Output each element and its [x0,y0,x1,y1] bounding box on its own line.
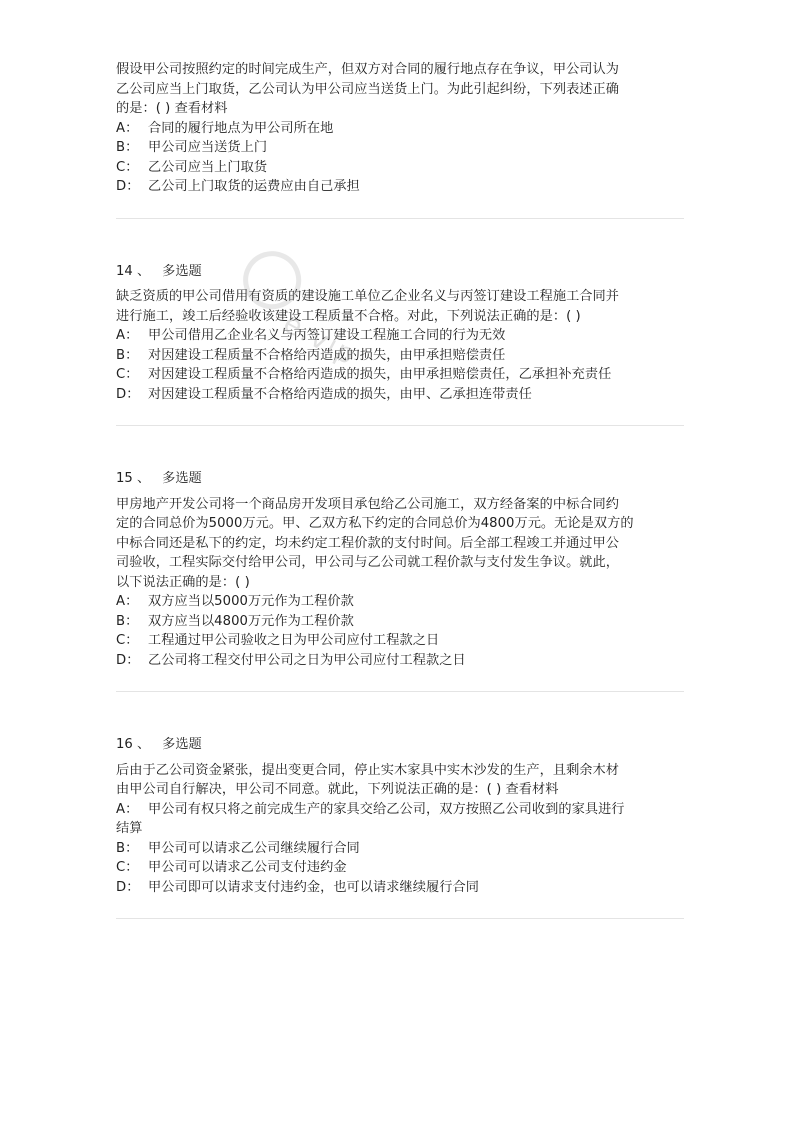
question-text-line: 以下说法正确的是：( ) [116,574,250,590]
question-header [116,735,686,755]
question-text-line: 司验收，工程实际交付给甲公司，甲公司与乙公司就工程价款与支付发生争议。就此， [116,555,620,570]
question-text-line: 的是：( ) 查看材料 [116,101,228,116]
document-page [116,60,686,919]
question-type: 多选题 [162,263,202,279]
divider [116,918,684,919]
option-b[interactable]: B： 甲公司应当送货上门 [116,140,268,155]
question-text-line: 缺乏资质的甲公司借用有资质的建设施工单位乙企业名义与丙签订建设工程施工合同并 [116,289,620,304]
option-b[interactable]: B： 双方应当以4800万元作为工程价款 [116,613,354,629]
question-text-line: 假设甲公司按照约定的时间完成生产，但双方对合同的履行地点存在争议，甲公司认为 [116,62,620,77]
question-type: 多选题 [162,737,202,752]
option-a[interactable]: A： 甲公司借用乙企业名义与丙签订建设工程施工合同的行为无效 [116,328,506,343]
question-16-block [116,735,686,897]
option-b[interactable]: B： 甲公司可以请求乙公司继续履行合同 [116,840,360,856]
question-text-line: 进行施工，竣工后经验收该建设工程质量不合格。对此，下列说法正确的是：( ) [116,308,581,324]
option-c[interactable]: C： 对因建设工程质量不合格给丙造成的损失，由甲承担赔偿责任，乙承担补充责任 [116,367,612,382]
question-14-block [116,262,686,405]
question-text-line: 由甲公司自行解决，甲公司不同意。就此，下列说法正确的是：( ) 查看材料 [116,782,559,797]
question-number: 15 、 [116,471,151,486]
question-type: 多选题 [162,471,202,486]
question-number: 14 、 [116,263,151,279]
option-c[interactable]: C： 甲公司可以请求乙公司支付违约金 [116,860,347,875]
option-d[interactable]: D： 甲公司即可以请求支付违约金，也可以请求继续履行合同 [116,879,479,895]
option-c[interactable]: C： 工程通过甲公司验收之日为甲公司应付工程款之日 [116,633,440,648]
option-c[interactable]: C： 乙公司应当上门取货 [116,159,268,175]
question-header [116,262,686,282]
option-d[interactable]: D： 乙公司上门取货的运费应由自己承担 [116,179,360,194]
question-text-line: 定的合同总价为5000万元。甲、乙双方私下约定的合同总价为4800万元。无论是双方的 [116,516,634,531]
option-d[interactable]: D： 对因建设工程质量不合格给丙造成的损失，由甲、乙承担连带责任 [116,386,532,402]
option-d[interactable]: D： 乙公司将工程交付甲公司之日为甲公司应付工程款之日 [116,652,466,668]
option-a[interactable]: A： 合同的履行地点为甲公司所在地 [116,120,334,136]
question-text-line: 后由于乙公司资金紧张，提出变更合同，停止实木家具中实木沙发的生产，且剩余木材 [116,762,620,778]
question-number: 16 、 [116,737,151,752]
option-a[interactable]: A： 双方应当以5000万元作为工程价款 [116,594,354,609]
watermark-text: e.vip [277,306,363,373]
question-15-block [116,469,686,670]
option-a[interactable]: A： 甲公司有权只将之前完成生产的家具交给乙公司，双方按照乙公司收到的家具进行 结算 [116,801,625,836]
question-header [116,469,686,489]
question-text-line: 乙公司应当上门取货，乙公司认为甲公司应当送货上门。为此引起纠纷，下列表述正确 [116,81,620,97]
question-13-block [116,60,686,197]
option-b[interactable]: B： 对因建设工程质量不合格给丙造成的损失，由甲承担赔偿责任 [116,347,506,363]
question-text-line: 中标合同还是私下的约定，均未约定工程价款的支付时间。后全部工程竣工并通过甲公 [116,535,620,551]
question-text-line: 甲房地产开发公司将一个商品房开发项目承包给乙公司施工，双方经备案的中标合同约 [116,496,620,512]
